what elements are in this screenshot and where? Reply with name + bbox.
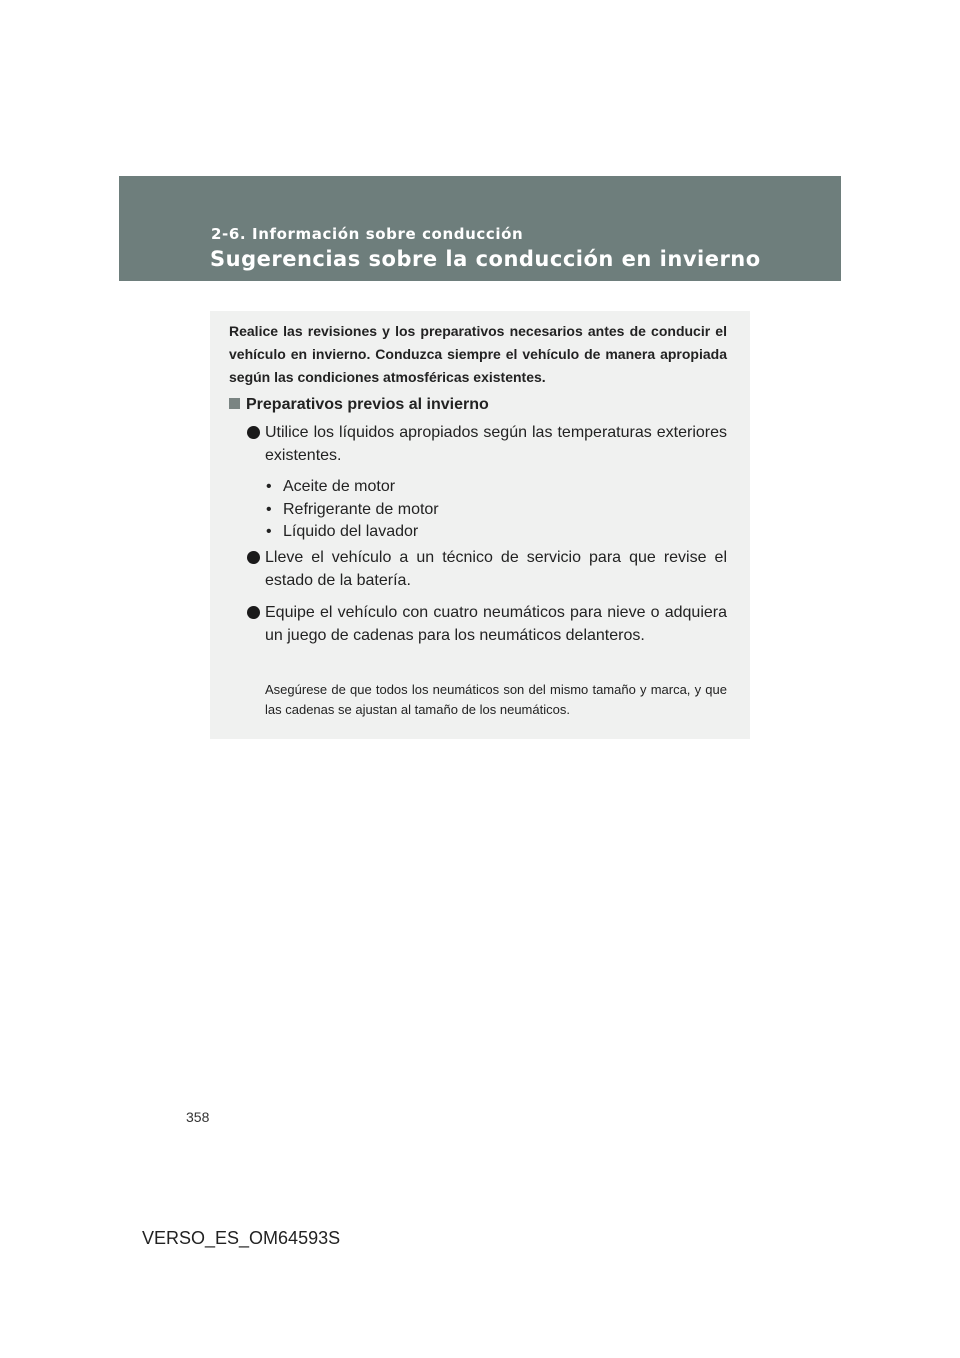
page-title: Sugerencias sobre la conducción en invierno <box>210 247 761 271</box>
document-code: VERSO_ES_OM64593S <box>142 1228 341 1248</box>
list-item <box>247 546 727 592</box>
small-bullet-icon: • <box>266 478 272 495</box>
section-header <box>119 176 841 281</box>
page-number: 358 <box>186 1109 210 1125</box>
list-item-text: Equipe el vehículo con cuatro neumáticos para nieve o adquiera un juego de cadenas para los neumáticos delanteros. <box>265 604 727 644</box>
content-panel <box>210 311 750 739</box>
bullet-dot-icon <box>247 606 260 619</box>
list-item <box>247 601 727 647</box>
subheading <box>229 396 489 414</box>
bullet-dot-icon <box>247 426 260 439</box>
section-label: 2-6. Información sobre conducción <box>211 225 524 243</box>
fluid-item: • Refrigerante de motor <box>266 499 706 522</box>
list-item <box>247 421 727 467</box>
square-bullet-icon <box>229 398 240 409</box>
subheading-text: Preparativos previos al invierno <box>246 396 489 413</box>
intro-paragraph: Realice las revisiones y los preparativos necesarios antes de conducir el vehículo en invierno. Conduzca siempre el vehículo de manera apropiada según las condiciones atmosféricas existentes. <box>229 323 727 385</box>
fluid-list <box>266 476 706 544</box>
bullet-dot-icon <box>247 551 260 564</box>
list-item-text: Lleve el vehículo a un técnico de servicio para que revise el estado de la batería. <box>265 549 727 589</box>
fluid-item: • Líquido del lavador <box>266 521 706 544</box>
small-bullet-icon: • <box>266 500 272 518</box>
note-text: Asegúrese de que todos los neumáticos son del mismo tamaño y marca, y que las cadenas se ajustan al tamaño de los neumáticos. <box>265 682 727 717</box>
list-item-text: Utilice los líquidos apropiados según las temperaturas exteriores existentes. <box>265 424 727 464</box>
small-bullet-icon: • <box>266 523 272 540</box>
fluid-item: • Aceite de motor <box>266 476 706 499</box>
